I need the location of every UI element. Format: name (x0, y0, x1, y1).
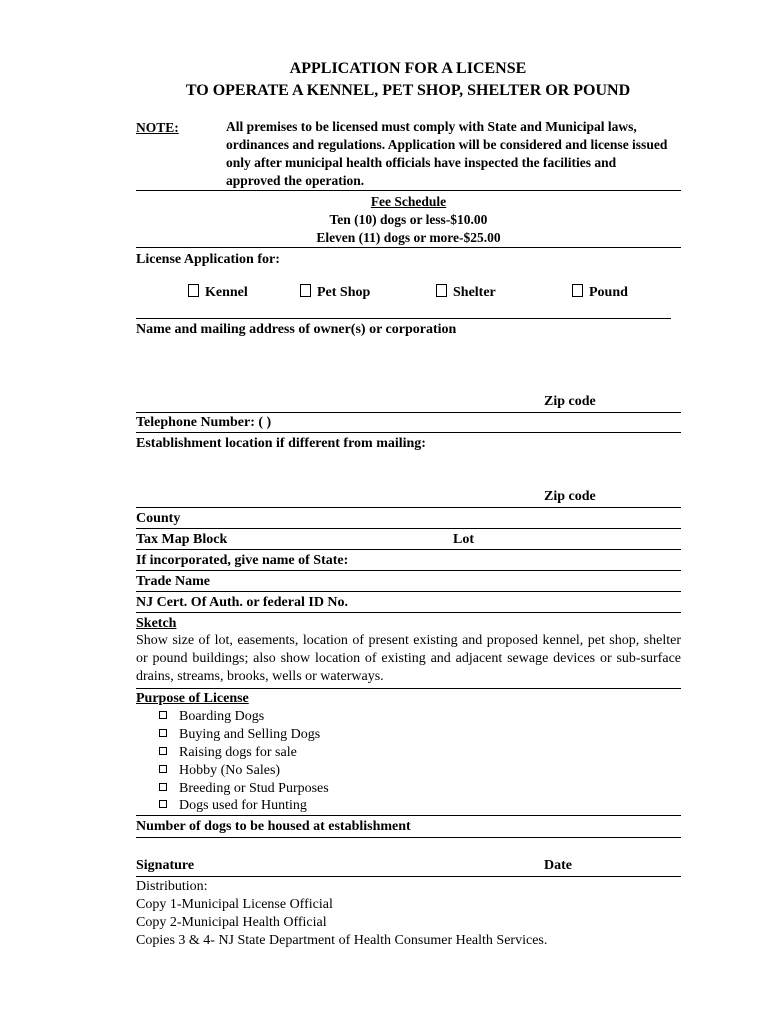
option-pet-shop[interactable] (300, 284, 370, 301)
purpose-item-label: Buying and Selling Dogs (179, 727, 321, 742)
option-shelter[interactable] (436, 284, 496, 301)
checkbox-icon[interactable] (572, 284, 583, 297)
divider (136, 591, 681, 592)
purpose-item-label: Breeding or Stud Purposes (179, 781, 329, 796)
checkbox-icon[interactable] (436, 284, 447, 297)
option-pet-shop-label: Pet Shop (317, 285, 371, 300)
checkbox-icon[interactable] (159, 765, 167, 773)
divider (136, 688, 681, 689)
checkbox-icon[interactable] (188, 284, 199, 297)
divider (136, 190, 681, 191)
purpose-item-label: Hobby (No Sales) (179, 763, 281, 778)
note-label: NOTE: (136, 120, 179, 135)
distribution-line: Copy 1-Municipal License Official (136, 897, 333, 912)
telephone-label: Telephone Number: ( ) (136, 415, 272, 430)
tax-map-block-label: Tax Map Block (136, 532, 228, 547)
distribution-line: Copy 2-Municipal Health Official (136, 915, 327, 930)
fee-line-2: Eleven (11) dogs or more-$25.00 (316, 230, 501, 245)
distribution-heading: Distribution: (136, 879, 208, 894)
option-pound[interactable] (572, 284, 628, 301)
purpose-item[interactable] (159, 762, 280, 779)
purpose-item[interactable] (159, 780, 329, 797)
checkbox-icon[interactable] (159, 783, 167, 791)
note-text: All premises to be licensed must comply with State and Municipal laws, ordinances and regulations. Application will be considered and license issued only after municipal health officials have inspected the facilities and approved the operation. (226, 119, 668, 188)
checkbox-icon[interactable] (159, 729, 167, 737)
signature-label: Signature (136, 858, 195, 873)
divider (136, 815, 681, 816)
purpose-item[interactable] (159, 744, 297, 761)
option-kennel[interactable] (188, 284, 248, 301)
purpose-item-label: Boarding Dogs (179, 709, 265, 724)
lot-label: Lot (453, 532, 474, 547)
fee-schedule-heading: Fee Schedule (370, 194, 447, 209)
divider (136, 247, 681, 248)
form-title-line1: APPLICATION FOR A LICENSE (289, 60, 527, 77)
fee-line-1: Ten (10) dogs or less-$10.00 (329, 212, 488, 227)
divider (136, 528, 681, 529)
owner-address-label: Name and mailing address of owner(s) or corporation (136, 322, 457, 337)
purpose-item[interactable] (159, 726, 320, 743)
purpose-item[interactable] (159, 708, 264, 725)
distribution-line: Copies 3 & 4- NJ State Department of Health Consumer Health Services. (136, 933, 548, 948)
option-shelter-label: Shelter (453, 285, 496, 300)
license-for-label: License Application for: (136, 252, 280, 267)
divider (136, 837, 681, 838)
divider (136, 412, 681, 413)
county-label: County (136, 511, 181, 526)
option-pound-label: Pound (589, 285, 628, 300)
purpose-heading: Purpose of License (136, 691, 249, 706)
nj-cert-label: NJ Cert. Of Auth. or federal ID No. (136, 595, 349, 610)
checkbox-icon[interactable] (159, 711, 167, 719)
sketch-instructions: Show size of lot, easements, location of present existing and proposed kennel, pet shop, shelter or pound buildings; also show location of existing and adjacent sewage devices or sub-surface drains, streams, brooks, wells or waterways. (136, 633, 681, 684)
option-kennel-label: Kennel (205, 285, 248, 300)
purpose-item-label: Dogs used for Hunting (179, 798, 307, 813)
form-title-line2: TO OPERATE A KENNEL, PET SHOP, SHELTER OR POUND (185, 82, 631, 99)
checkbox-icon[interactable] (159, 800, 167, 808)
divider (136, 549, 681, 550)
checkbox-icon[interactable] (300, 284, 311, 297)
establishment-zip-label: Zip code (544, 489, 596, 504)
divider (136, 432, 681, 433)
purpose-item-label: Raising dogs for sale (179, 745, 297, 760)
establishment-label: Establishment location if different from mailing: (136, 436, 426, 451)
checkbox-icon[interactable] (159, 747, 167, 755)
incorporated-state-label: If incorporated, give name of State: (136, 553, 349, 568)
dogs-count-label: Number of dogs to be housed at establishment (136, 819, 411, 834)
date-label: Date (544, 858, 572, 873)
owner-zip-label: Zip code (544, 394, 596, 409)
purpose-item[interactable] (159, 797, 307, 814)
divider (136, 612, 681, 613)
divider (136, 876, 681, 877)
divider (136, 507, 681, 508)
trade-name-label: Trade Name (136, 574, 210, 589)
sketch-heading: Sketch (136, 616, 177, 631)
divider (136, 318, 671, 319)
divider (136, 570, 681, 571)
